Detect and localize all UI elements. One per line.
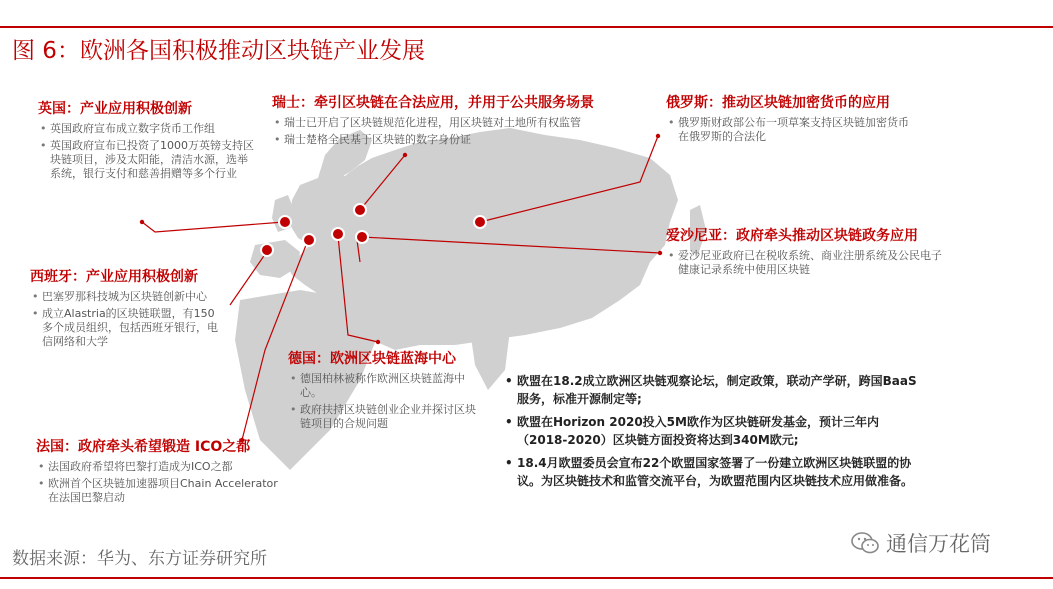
swiss-marker[interactable] (354, 204, 366, 216)
page-title: 图 6：欧洲各国积极推动区块链产业发展 (12, 38, 425, 64)
eu-item: • 欧盟在18.2成立欧洲区块链观察论坛，制定政策，联动产学研，跨国BaaS服务，标准开源制定等; (505, 372, 925, 408)
russia-block (666, 92, 914, 147)
france-item: • 法国政府希望将巴黎打造成为ICO之都 (48, 460, 280, 474)
germany-marker[interactable] (332, 228, 344, 240)
estonia-title: 爱沙尼亚：政府牵头推动区块链政务应用 (666, 228, 918, 244)
russia-title: 俄罗斯：推动区块链加密货币的应用 (666, 95, 890, 111)
data-source: 数据来源：华为、东方证券研究所 (12, 549, 267, 569)
watermark-text: 通信万花筒 (886, 532, 991, 556)
germany-title: 德国：欧洲区块链蓝海中心 (288, 351, 456, 367)
connector-end-dot (658, 251, 662, 255)
france-marker[interactable] (303, 234, 315, 246)
swiss-block (272, 92, 632, 150)
eu-summary (505, 372, 925, 495)
spain-title: 西班牙：产业应用积极创新 (30, 269, 198, 285)
france-item: • 欧洲首个区块链加速器项目Chain Accelerator在法国巴黎启动 (48, 477, 280, 505)
france-block (36, 436, 280, 508)
swiss-item: • 瑞士楚格全民基于区块链的数字身份证 (284, 133, 632, 147)
connector-end-dot (403, 153, 407, 157)
germany-item: • 政府扶持区块链创业企业并探讨区块链项目的合规问题 (300, 403, 478, 431)
estonia-block (666, 225, 946, 280)
connector-end-dot (656, 134, 660, 138)
spain-block (30, 266, 218, 352)
uk-title: 英国：产业应用积极创新 (38, 101, 192, 117)
spain-marker[interactable] (261, 244, 273, 256)
uk-marker[interactable] (279, 216, 291, 228)
eu-item: • 18.4月欧盟委员会宣布22个欧盟国家签署了一份建立欧洲区块链联盟的协议。为区块链技术和监管交流平台，为欧盟范围内区块链技术应用做准备。 (505, 454, 925, 490)
uk-connector (142, 222, 284, 232)
uk-item: • 英国政府宣布已投资了1000万英镑支持区块链项目，涉及太阳能，清洁水源，选举系统，银行支付和慈善捐赠等多个行业 (50, 139, 256, 181)
uk-item: • 英国政府宣布成立数字货币工作组 (50, 122, 256, 136)
swiss-title: 瑞士：牵引区块链在合法应用，并用于公共服务场景 (272, 95, 594, 111)
eu-item: • 欧盟在Horizon 2020投入5M欧作为区块链研发基金，预计三年内（2018-2020）区块链方面投资将达到340M欧元; (505, 413, 925, 449)
germany-block (288, 348, 478, 434)
connector-end-dot (140, 220, 144, 224)
swiss-item: • 瑞士已开启了区块链规范化进程，用区块链对土地所有权监管 (284, 116, 632, 130)
uk-block (38, 98, 256, 184)
france-title: 法国：政府牵头希望锻造 ICO之都 (36, 439, 251, 455)
spain-item: • 成立Alastria的区块链联盟，有150多个成员组织，包括西班牙银行，电信网络和大学 (42, 307, 218, 349)
estonia-item: • 爱沙尼亚政府已在税收系统、商业注册系统及公民电子健康记录系统中使用区块链 (678, 249, 946, 277)
connector-end-dot (376, 340, 380, 344)
russia-marker[interactable] (474, 216, 486, 228)
bottom-rule (0, 577, 1053, 579)
germany-item: • 德国柏林被称作欧洲区块链蓝海中心。 (300, 372, 478, 400)
wechat-icon (850, 531, 880, 555)
estonia-marker[interactable] (356, 231, 368, 243)
russia-item: • 俄罗斯财政部公布一项草案支持区块链加密货币在俄罗斯的合法化 (678, 116, 914, 144)
spain-item: • 巴塞罗那科技城为区块链创新中心 (42, 290, 218, 304)
watermark (850, 528, 991, 558)
